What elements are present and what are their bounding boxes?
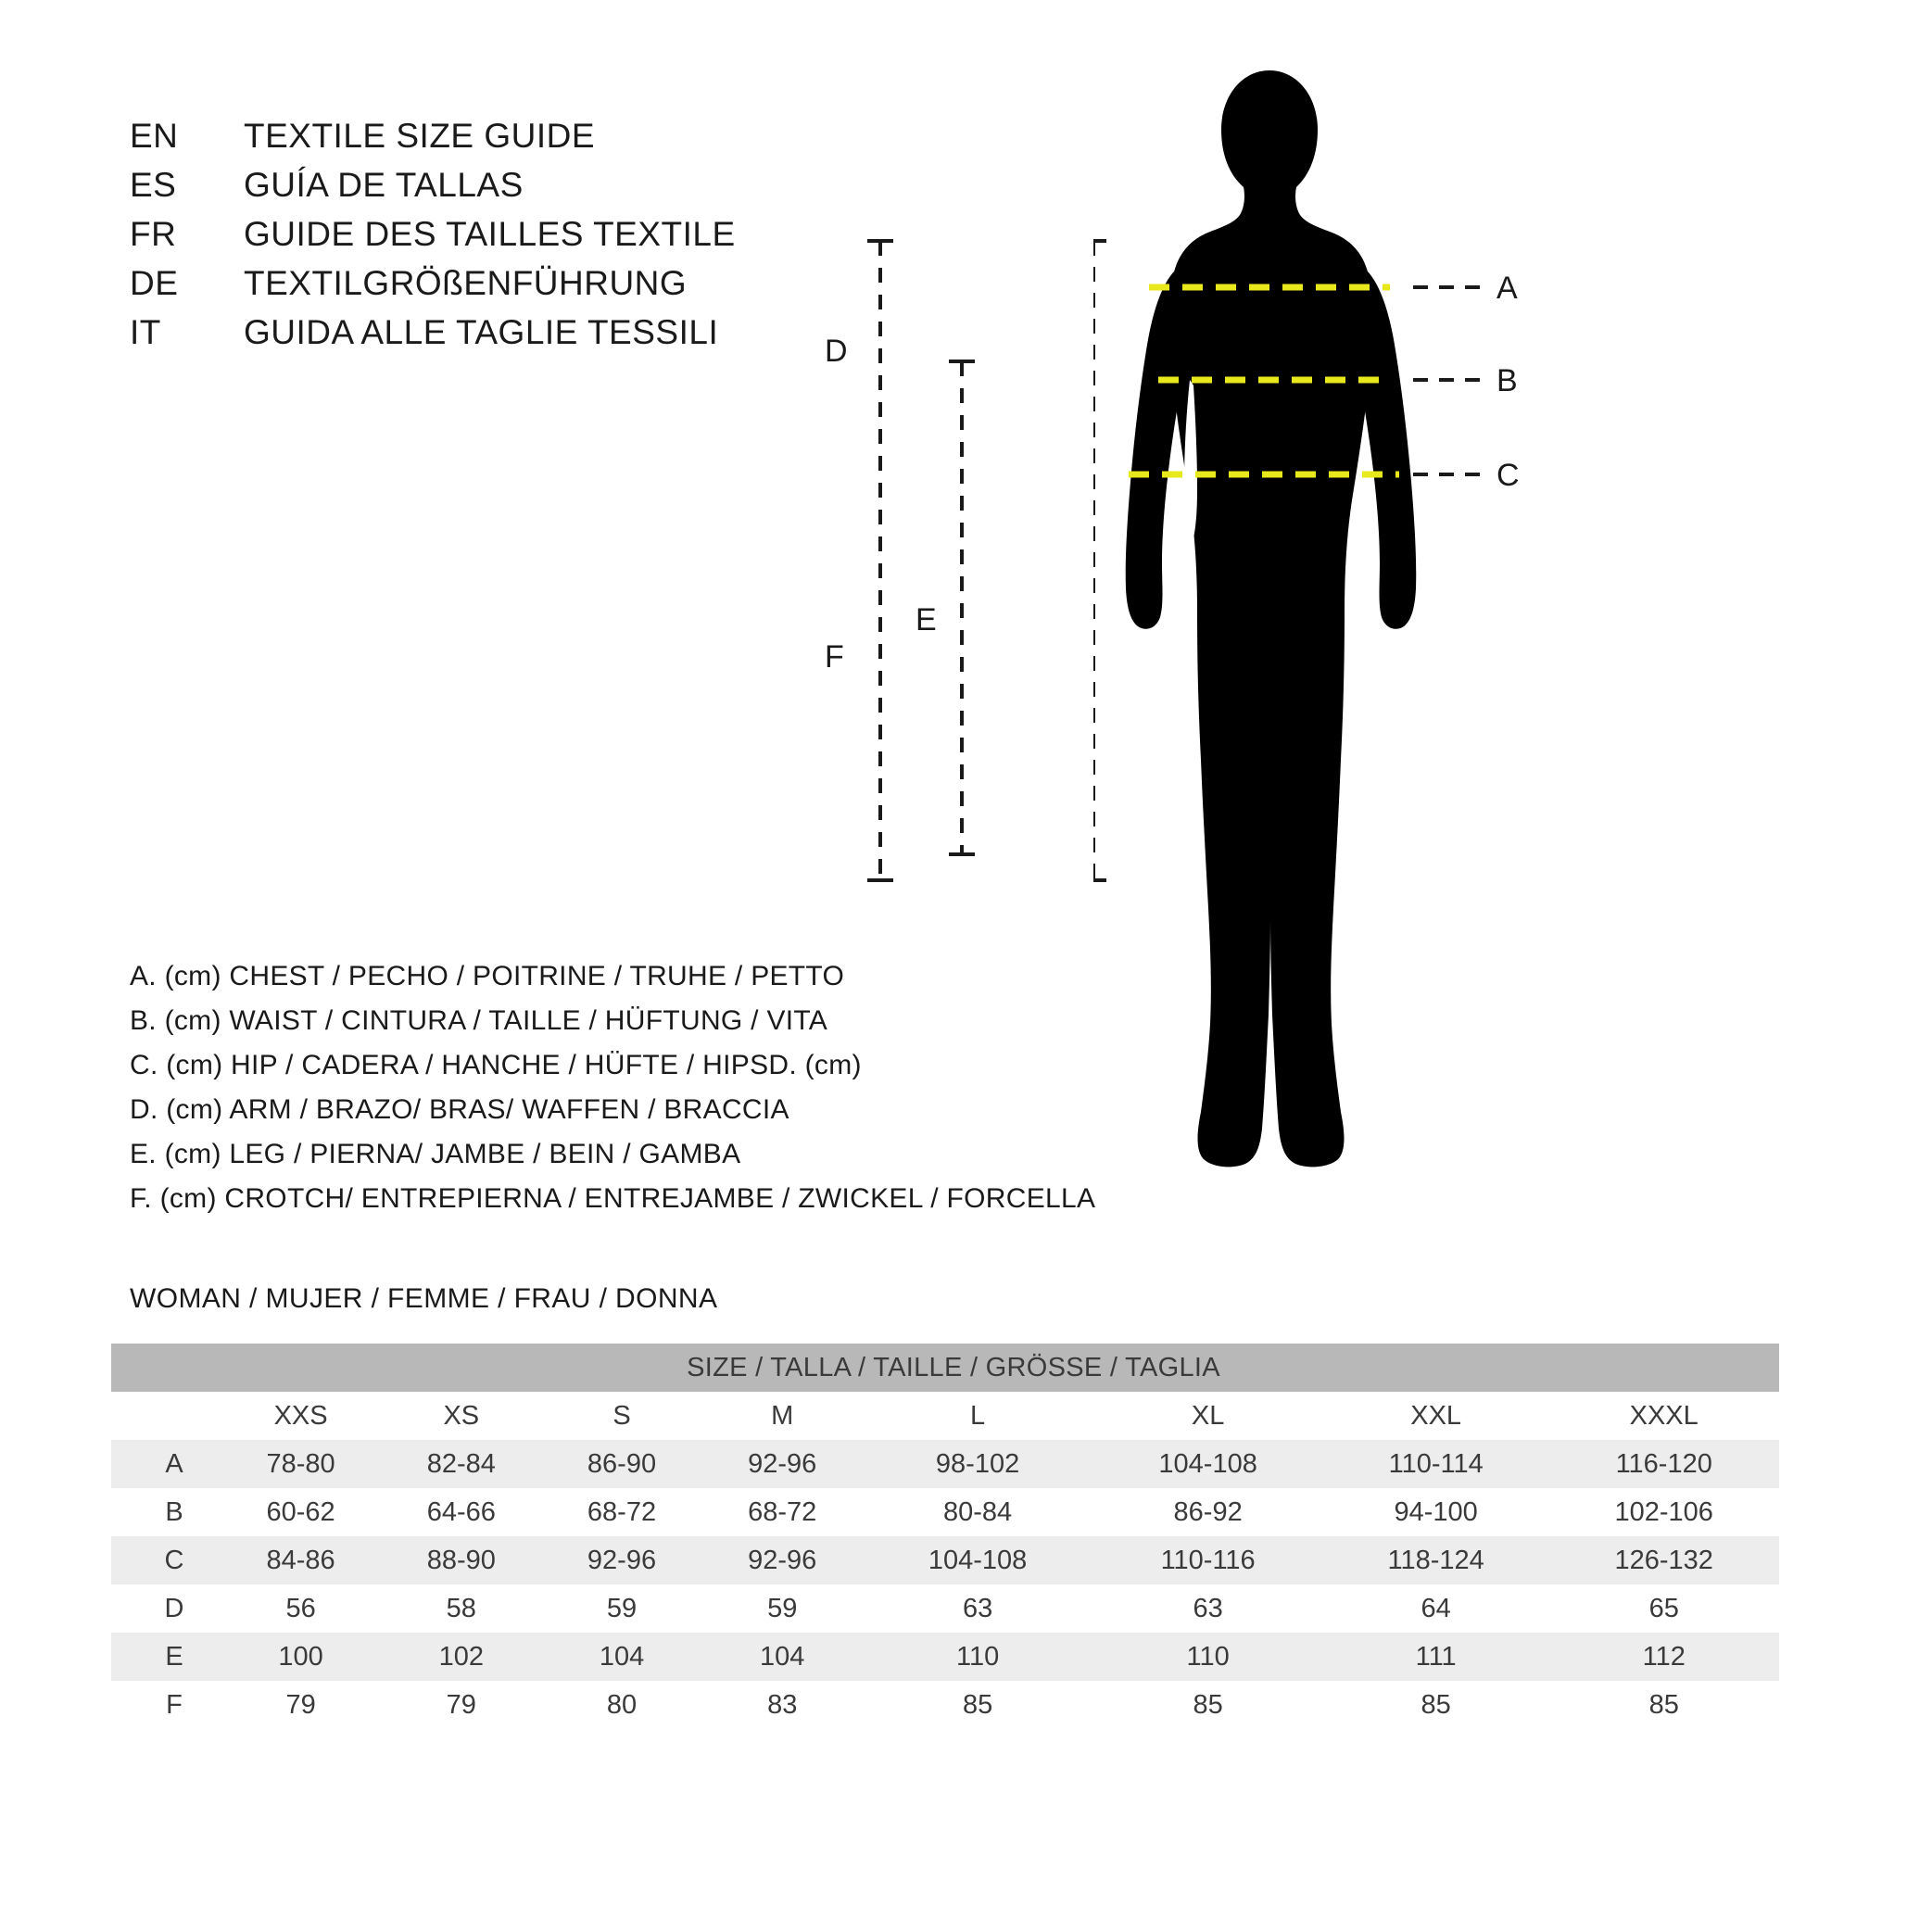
row-label-e: E: [165, 1641, 183, 1672]
cell-e-xxxl: 112: [1642, 1641, 1686, 1672]
table-row: [111, 1440, 1779, 1488]
cell-c-m: 92-96: [748, 1545, 817, 1575]
cell-e-xxs: 100: [278, 1641, 323, 1672]
cell-d-xxxl: 65: [1648, 1593, 1679, 1623]
cell-e-l: 110: [955, 1641, 1000, 1672]
row-label-f: F: [166, 1689, 183, 1720]
column-header-corner: [111, 1392, 221, 1440]
legend-item-c: C. (cm) HIP / CADERA / HANCHE / HÜFTE / HIPSD. (cm): [130, 1050, 862, 1080]
legend-item-d: D. (cm) ARM / BRAZO/ BRAS/ WAFFEN / BRACCIA: [130, 1094, 789, 1125]
measurement-diagram: [825, 56, 1890, 1205]
legend-item-f: F. (cm) CROTCH/ ENTREPIERNA / ENTREJAMBE / ZWICKEL / FORCELLA: [130, 1183, 1096, 1214]
size-header-label: SIZE / TALLA / TAILLE / GRÖSSE / TAGLIA: [687, 1352, 1220, 1382]
title-lang-es: ES: [130, 166, 177, 204]
dimension-label-d: D: [825, 334, 848, 369]
ruler-e-group: [915, 361, 975, 854]
row-label-b: B: [165, 1496, 183, 1527]
column-header-m: M: [771, 1400, 794, 1431]
cell-c-xxs: 84-86: [266, 1545, 335, 1575]
cell-c-xl: 110-116: [1160, 1545, 1256, 1575]
cell-e-xl: 110: [1186, 1641, 1230, 1672]
cell-b-m: 68-72: [748, 1496, 817, 1527]
marker-label-c: C: [1496, 458, 1520, 493]
cell-b-xxs: 60-62: [266, 1496, 335, 1527]
marker-label-b: B: [1496, 363, 1518, 398]
cell-d-xxs: 56: [285, 1593, 316, 1623]
cell-b-l: 80-84: [943, 1496, 1013, 1527]
cell-f-l: 85: [962, 1689, 993, 1720]
table-column-header-row: [111, 1392, 1779, 1440]
legend-item-b: B. (cm) WAIST / CINTURA / TAILLE / HÜFTUNG / VITA: [130, 1005, 828, 1036]
cell-c-xs: 88-90: [426, 1545, 496, 1575]
cell-a-xxs: 78-80: [266, 1448, 335, 1479]
title-lang-fr: FR: [130, 215, 177, 253]
title-text-en: TEXTILE SIZE GUIDE: [244, 117, 596, 155]
title-text-es: GUÍA DE TALLAS: [244, 166, 524, 204]
size-table: [111, 1344, 1779, 1729]
title-lang-de: DE: [130, 264, 179, 302]
cell-f-xxl: 85: [1421, 1689, 1451, 1720]
column-header-xxl: XXL: [1410, 1400, 1462, 1431]
cell-c-l: 104-108: [928, 1545, 1028, 1575]
cell-b-xl: 86-92: [1173, 1496, 1243, 1527]
cell-d-xxl: 64: [1421, 1593, 1451, 1623]
cell-f-s: 80: [606, 1689, 638, 1720]
cell-e-m: 104: [760, 1641, 805, 1672]
row-label-c: C: [164, 1545, 184, 1575]
cell-f-xxs: 79: [285, 1689, 316, 1720]
row-label-d: D: [164, 1593, 184, 1623]
cell-c-xxl: 118-124: [1387, 1545, 1484, 1575]
cell-a-l: 98-102: [935, 1448, 1020, 1479]
legend-item-a: A. (cm) CHEST / PECHO / POITRINE / TRUHE / PETTO: [130, 961, 845, 991]
row-label-a: A: [165, 1448, 183, 1479]
cell-d-xl: 63: [1193, 1593, 1223, 1623]
table-header-band: [111, 1344, 1779, 1392]
cell-a-m: 92-96: [748, 1448, 817, 1479]
ruler-d-group: [825, 241, 880, 491]
table-row: [111, 1584, 1779, 1633]
cell-e-xs: 102: [438, 1641, 484, 1672]
table-row: [111, 1536, 1779, 1584]
title-text-de: TEXTILGRÖßENFÜHRUNG: [244, 264, 688, 302]
cell-b-xs: 64-66: [426, 1496, 496, 1527]
cell-f-xs: 79: [446, 1689, 476, 1720]
column-header-xxxl: XXXL: [1629, 1400, 1698, 1431]
column-header-l: L: [970, 1400, 986, 1431]
measure-leader-lines: [1413, 287, 1483, 474]
dimension-label-f: F: [825, 639, 844, 675]
ruler-lines: [1093, 241, 1106, 880]
column-header-xl: XL: [1191, 1400, 1225, 1431]
cell-a-xxl: 110-114: [1388, 1448, 1484, 1479]
cell-a-xs: 82-84: [426, 1448, 496, 1479]
cell-b-s: 68-72: [587, 1496, 657, 1527]
cell-b-xxl: 94-100: [1394, 1496, 1478, 1527]
cell-d-xs: 58: [446, 1593, 476, 1623]
gender-label: WOMAN / MUJER / FEMME / FRAU / DONNA: [130, 1283, 718, 1314]
cell-d-m: 59: [767, 1593, 798, 1623]
column-header-xxs: XXS: [273, 1400, 328, 1431]
cell-f-xl: 85: [1193, 1689, 1223, 1720]
cell-a-xxxl: 116-120: [1615, 1448, 1712, 1479]
legend-item-e: E. (cm) LEG / PIERNA/ JAMBE / BEIN / GAMBA: [130, 1139, 741, 1169]
dimension-label-e: E: [915, 602, 937, 637]
cell-f-m: 83: [767, 1689, 798, 1720]
table-row: [111, 1488, 1779, 1536]
cell-c-s: 92-96: [587, 1545, 657, 1575]
column-header-s: S: [612, 1400, 631, 1431]
title-text-it: GUIDA ALLE TAGLIE TESSILI: [244, 313, 719, 351]
cell-c-xxxl: 126-132: [1614, 1545, 1713, 1575]
cell-a-s: 86-90: [587, 1448, 657, 1479]
cell-e-s: 104: [599, 1641, 645, 1672]
cell-e-xxl: 111: [1415, 1641, 1457, 1672]
marker-label-a: A: [1496, 271, 1518, 306]
legend-block: [130, 954, 1195, 1221]
column-header-xs: XS: [443, 1400, 480, 1431]
title-text-fr: GUIDE DES TAILLES TEXTILE: [244, 215, 736, 253]
cell-a-xl: 104-108: [1158, 1448, 1257, 1479]
table-row: [111, 1633, 1779, 1681]
cell-b-xxxl: 102-106: [1614, 1496, 1713, 1527]
table-row: [111, 1681, 1779, 1729]
title-lang-it: IT: [130, 313, 161, 351]
cell-d-l: 63: [962, 1593, 993, 1623]
cell-f-xxxl: 85: [1648, 1689, 1679, 1720]
cell-d-s: 59: [606, 1593, 638, 1623]
title-lang-en: EN: [130, 117, 179, 155]
